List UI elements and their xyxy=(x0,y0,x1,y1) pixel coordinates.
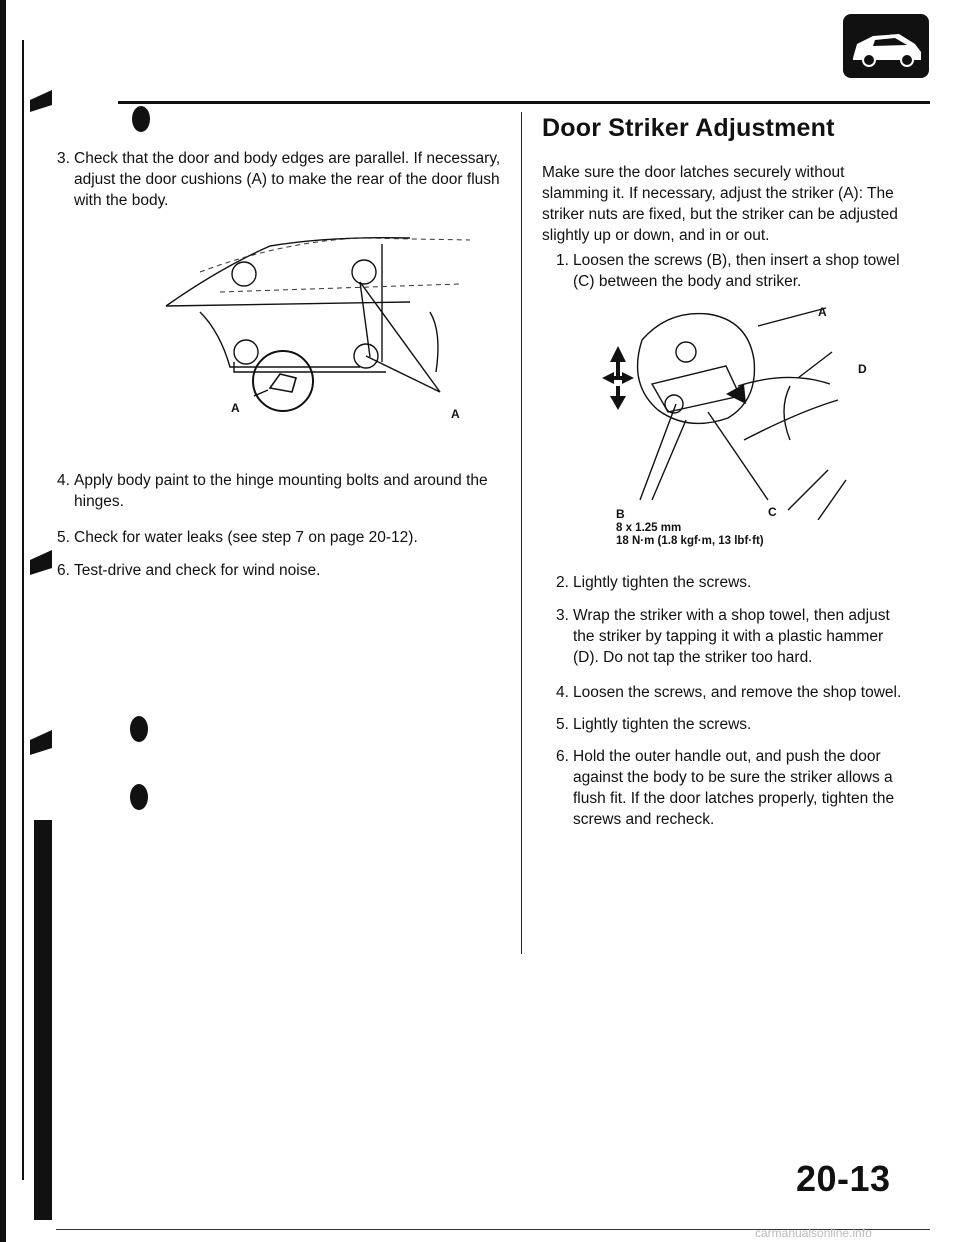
left-step-4: 4. Apply body paint to the hinge mounting bolts and around the hinges. xyxy=(57,472,488,510)
page-number: 20-13 xyxy=(796,1158,891,1199)
binding-hole xyxy=(126,782,152,812)
right-step-1: 1. Loosen the screws (B), then insert a shop towel (C) between the body and striker. xyxy=(556,252,900,290)
torque-spec: 8 x 1.25 mm 18 N·m (1.8 kgf·m, 13 lbf·ft) xyxy=(616,522,764,547)
callout-d: D xyxy=(858,362,867,376)
section-title: Door Striker Adjustment xyxy=(542,114,835,142)
left-step-3: 3. Check that the door and body edges are parallel. If necessary, adjust the door cushions (A) to make the rear of the door flush with the body. xyxy=(57,150,501,209)
callout-a: A xyxy=(818,305,827,319)
binding-hole xyxy=(126,714,152,744)
right-step-6: 6. Hold the outer handle out, and push the door against the body to be sure the striker allows a flush fit. If the door latches properly, tighten the screws and recheck. xyxy=(556,748,895,828)
right-step-3: 3. Wrap the striker with a shop towel, then adjust the striker by tapping it with a plastic hammer (D). Do not tap the striker too hard. xyxy=(556,607,890,666)
column-divider xyxy=(521,112,522,954)
callout-a-left: A xyxy=(231,401,240,415)
binding-hole xyxy=(128,104,154,134)
section-badge xyxy=(843,14,929,78)
callout-b: B xyxy=(616,507,625,521)
left-step-5: 5. Check for water leaks (see step 7 on page 20-12). xyxy=(57,529,418,546)
right-step-5: 5. Lightly tighten the screws. xyxy=(556,716,752,733)
door-cushion-figure xyxy=(160,232,490,412)
callout-a-right: A xyxy=(451,407,460,421)
cushion-detail-figure xyxy=(248,346,318,416)
right-step-2: 2. Lightly tighten the screws. xyxy=(556,574,752,591)
left-step-6: 6. Test-drive and check for wind noise. xyxy=(57,562,321,579)
striker-figure xyxy=(598,300,848,520)
callout-c: C xyxy=(768,505,777,519)
car-side-icon xyxy=(843,14,929,78)
right-step-4: 4. Loosen the screws, and remove the shop towel. xyxy=(556,684,902,701)
binding-edge xyxy=(0,0,60,1242)
watermark: carmanualsonline.info xyxy=(755,1226,872,1240)
header-rule xyxy=(118,101,930,104)
intro-paragraph: Make sure the door latches securely without slamming it. If necessary, adjust the striker (A): The striker nuts are fixed, but the striker can be adjusted slightly up or down, and in or out. xyxy=(542,164,898,244)
